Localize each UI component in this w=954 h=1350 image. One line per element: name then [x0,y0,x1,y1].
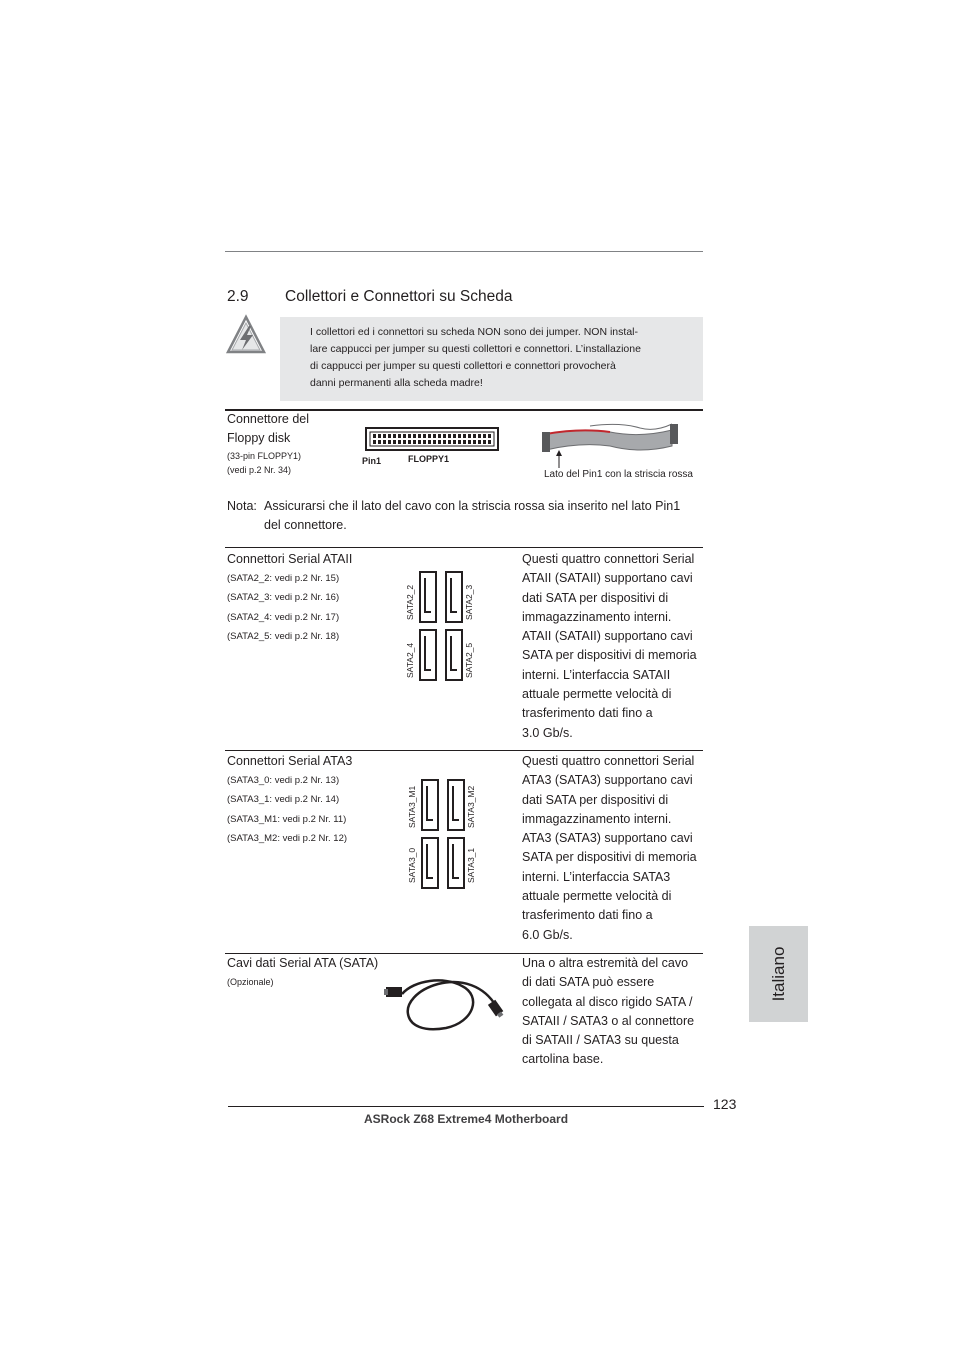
sata2-port-label: SATA2_4 [405,642,415,678]
desc-line: SATA per dispositivi di memoria [522,850,697,865]
sata3-port-label: SATA3_1 [466,847,476,883]
desc-line: ATAII (SATAII) supportano cavi [522,629,693,644]
floppy-title-line2: Floppy disk [227,431,291,445]
cable-title: Cavi dati Serial ATA (SATA) [227,956,379,970]
desc-line: trasferimento dati fino a [522,908,653,923]
sata2-rule [225,547,703,548]
top-rule [225,251,703,252]
cable-description [522,954,707,1070]
sata2-port-label: SATA2_5 [464,642,474,678]
sata2-ref: (SATA2_3: vedi p.2 Nr. 16) [227,592,340,603]
floppy-title-line1: Connettore del [227,412,310,426]
note-label: Nota: [227,499,257,513]
desc-line: ATAII (SATAII) supportano cavi [522,571,693,586]
desc-line: Questi quattro connettori Serial [522,754,695,768]
warning-line: di cappucci per jumper su questi collettori e connettori provocherà [310,360,616,372]
desc-line: cartolina base. [522,1052,604,1067]
sata3-port-label: SATA3_0 [407,847,417,883]
floppy-connector-diagram [362,426,502,454]
footer-product: ASRock Z68 Extreme4 Motherboard [364,1112,569,1126]
sata3-rule [225,750,703,751]
section-number: 2.9 [227,288,249,305]
sata2-ref: (SATA2_5: vedi p.2 Nr. 18) [227,631,340,642]
desc-line: immagazzinamento interni. [522,811,672,826]
desc-line: SATA per dispositivi di memoria [522,648,697,663]
desc-line: dati SATA per dispositivi di [522,792,669,807]
warning-line: lare cappucci per jumper su questi collettori e connettori. L’installazione [310,343,641,355]
desc-line: interni. L’interfaccia SATAII [522,667,671,682]
sata3-ref: (SATA3_1: vedi p.2 Nr. 14) [227,794,340,805]
desc-line: Questi quattro connettori Serial [522,552,695,566]
sata2-description [522,550,707,743]
desc-line: interni. L’interfaccia SATA3 [522,869,671,884]
floppy-sub2: (vedi p.2 Nr. 34) [227,465,292,475]
sata2-title: Connettori Serial ATAII [227,552,353,566]
floppy-connector-label: FLOPPY1 [408,454,450,464]
note-line2: del connettore. [264,518,347,532]
desc-line: trasferimento dati fino a [522,706,653,721]
sata3-ref: (SATA3_0: vedi p.2 Nr. 13) [227,775,340,786]
desc-line: attuale permette velocità di [522,687,672,702]
sata3-title: Connettori Serial ATA3 [227,754,353,768]
footer-rule [228,1106,704,1107]
floppy-sub1: (33-pin FLOPPY1) [227,451,302,461]
language-tab-label: Italiano [768,946,788,1002]
sata3-ref: (SATA3_M2: vedi p.2 Nr. 12) [227,833,348,844]
desc-line: Una o altra estremità del cavo [522,956,689,970]
warning-line: danni permanenti alla scheda madre! [310,377,483,389]
floppy-cable-caption: Lato del Pin1 con la striscia rossa [544,469,693,480]
sata3-port-label: SATA3_M1 [407,785,417,828]
warning-box [280,317,703,401]
cable-sub: (Opzionale) [227,977,274,987]
sata3-port-label: SATA3_M2 [466,785,476,828]
desc-line: di SATAII / SATA3 su questa [522,1033,679,1048]
sata3-description [522,752,707,945]
desc-line: 3.0 Gb/s. [522,725,573,740]
desc-line: SATAII / SATA3 o al connettore [522,1013,695,1028]
warning-line: I collettori ed i connettori su scheda NON sono dei jumper. NON instal- [310,326,638,338]
sata-cable-diagram [384,972,508,1034]
desc-line: dati SATA per dispositivi di [522,590,669,605]
floppy-pin-label: Pin1 [362,456,382,466]
floppy-cable-diagram [540,420,680,470]
warning-text [310,324,660,392]
sata2-port-label: SATA2_2 [405,584,415,620]
desc-line: attuale permette velocità di [522,889,672,904]
desc-line: di dati SATA può essere [522,975,655,990]
desc-line: 6.0 Gb/s. [522,927,573,942]
sata2-port-label: SATA2_3 [464,584,474,620]
note-line1: Assicurarsi che il lato del cavo con la striscia rossa sia inserito nel lato Pin1 [264,499,681,513]
desc-line: ATA3 (SATA3) supportano cavi [522,773,693,788]
sata2-ref: (SATA2_4: vedi p.2 Nr. 17) [227,612,340,623]
sata3-ref: (SATA3_M1: vedi p.2 Nr. 11) [227,814,347,825]
desc-line: immagazzinamento interni. [522,609,672,624]
section-title: Collettori e Connettori su Scheda [285,288,513,305]
sata2-ref: (SATA2_2: vedi p.2 Nr. 15) [227,573,340,584]
sata2-ports-diagram [418,570,468,682]
desc-line: ATA3 (SATA3) supportano cavi [522,831,693,846]
desc-line: collegata al disco rigido SATA / [522,994,693,1009]
sata3-ports-diagram [420,778,470,890]
language-tab [749,926,808,1022]
page-number: 123 [713,1096,737,1112]
warning-triangle-icon [225,314,267,356]
